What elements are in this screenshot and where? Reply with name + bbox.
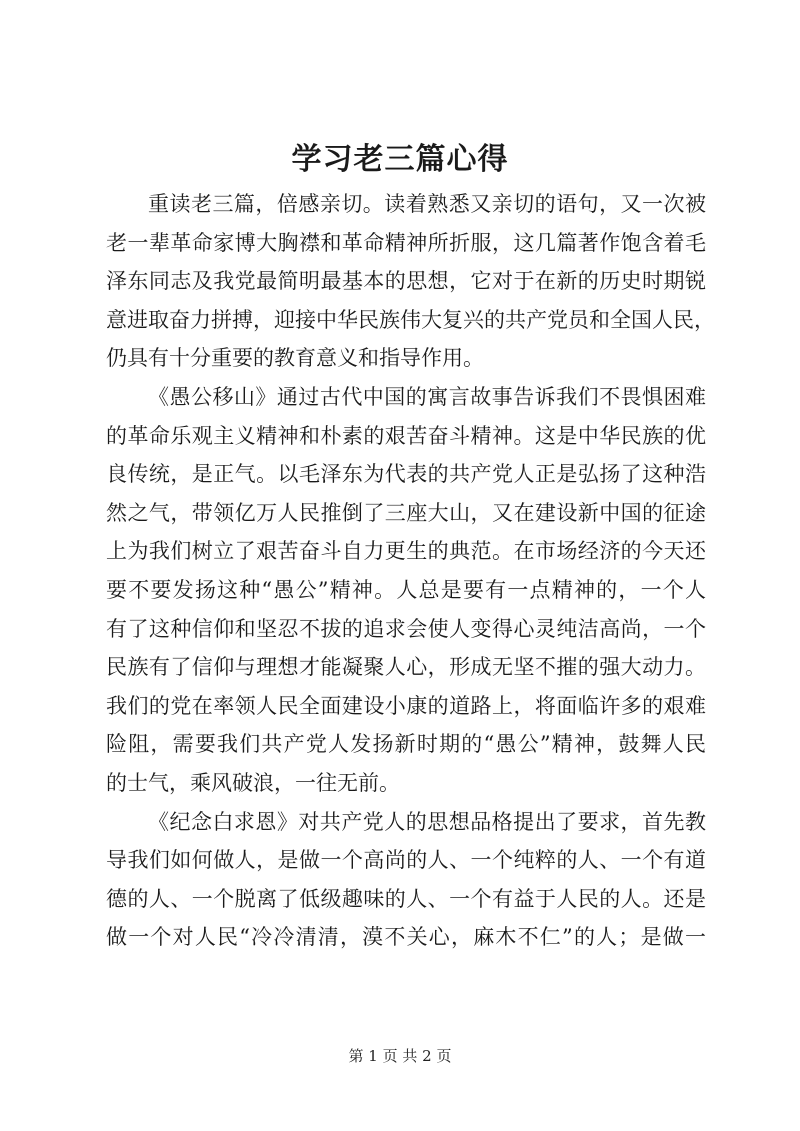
paragraph-1-line-5: 仍具有十分重要的教育意义和指导作用。 — [106, 346, 484, 371]
paragraph-2-line-2: 的革命乐观主义精神和朴素的艰苦奋斗精神。这是中华民族的优 — [106, 423, 706, 448]
paragraph-1-line-4: 意进取奋力拼搏，迎接中华民族伟大复兴的共产党员和全国人民， — [106, 307, 715, 332]
paragraph-2-line-6: 要不要发扬这种“愚公”精神。人总是要有一点精神的，一个人 — [106, 577, 706, 602]
paragraph-1-line-2: 老一辈革命家博大胸襟和革命精神所折服，这几篇著作饱含着毛 — [106, 230, 706, 255]
document-title: 学习老三篇心得 — [291, 142, 509, 177]
paragraph-3-line-3: 德的人、一个脱离了低级趣味的人、一个有益于人民的人。还是 — [106, 886, 706, 911]
document-body — [106, 185, 715, 957]
paragraph-2-line-4: 然之气，带领亿万人民推倒了三座大山，又在建设新中国的征途 — [106, 500, 706, 525]
paragraph-3-line-4: 做一个对人民“冷冷清清，漠不关心，麻木不仁”的人；是做一 — [106, 925, 706, 950]
paragraph-3-line-1: 《纪念白求恩》对共产党人的思想品格提出了要求，首先教 — [148, 809, 706, 834]
paragraph-2-line-7: 有了这种信仰和坚忍不拔的追求会使人变得心灵纯洁高尚，一个 — [106, 616, 706, 641]
paragraph-2-line-10: 险阻，需要我们共产党人发扬新时期的“愚公”精神，鼓舞人民 — [106, 732, 706, 757]
paragraph-2-line-9: 我们的党在率领人民全面建设小康的道路上，将面临许多的艰难 — [106, 693, 706, 718]
paragraph-2-line-5: 上为我们树立了艰苦奋斗自力更生的典范。在市场经济的今天还 — [106, 539, 706, 564]
paragraph-2-line-3: 良传统，是正气。以毛泽东为代表的共产党人正是弘扬了这种浩 — [106, 462, 706, 487]
paragraph-2-line-11: 的士气，乘风破浪，一往无前。 — [106, 770, 400, 795]
paragraph-1-line-3: 泽东同志及我党最简明最基本的思想，它对于在新的历史时期锐 — [106, 269, 706, 294]
paragraph-1-line-1: 重读老三篇，倍感亲切。读着熟悉又亲切的语句，又一次被 — [148, 192, 706, 216]
page-footer: 第 1 页 共 2 页 — [348, 1047, 452, 1065]
paragraph-2-line-1: 《愚公移山》通过古代中国的寓言故事告诉我们不畏惧困难 — [148, 384, 706, 409]
paragraph-3-line-2: 导我们如何做人，是做一个高尚的人、一个纯粹的人、一个有道 — [106, 848, 706, 873]
paragraph-2-line-8: 民族有了信仰与理想才能凝聚人心，形成无坚不摧的强大动力。 — [106, 655, 706, 680]
